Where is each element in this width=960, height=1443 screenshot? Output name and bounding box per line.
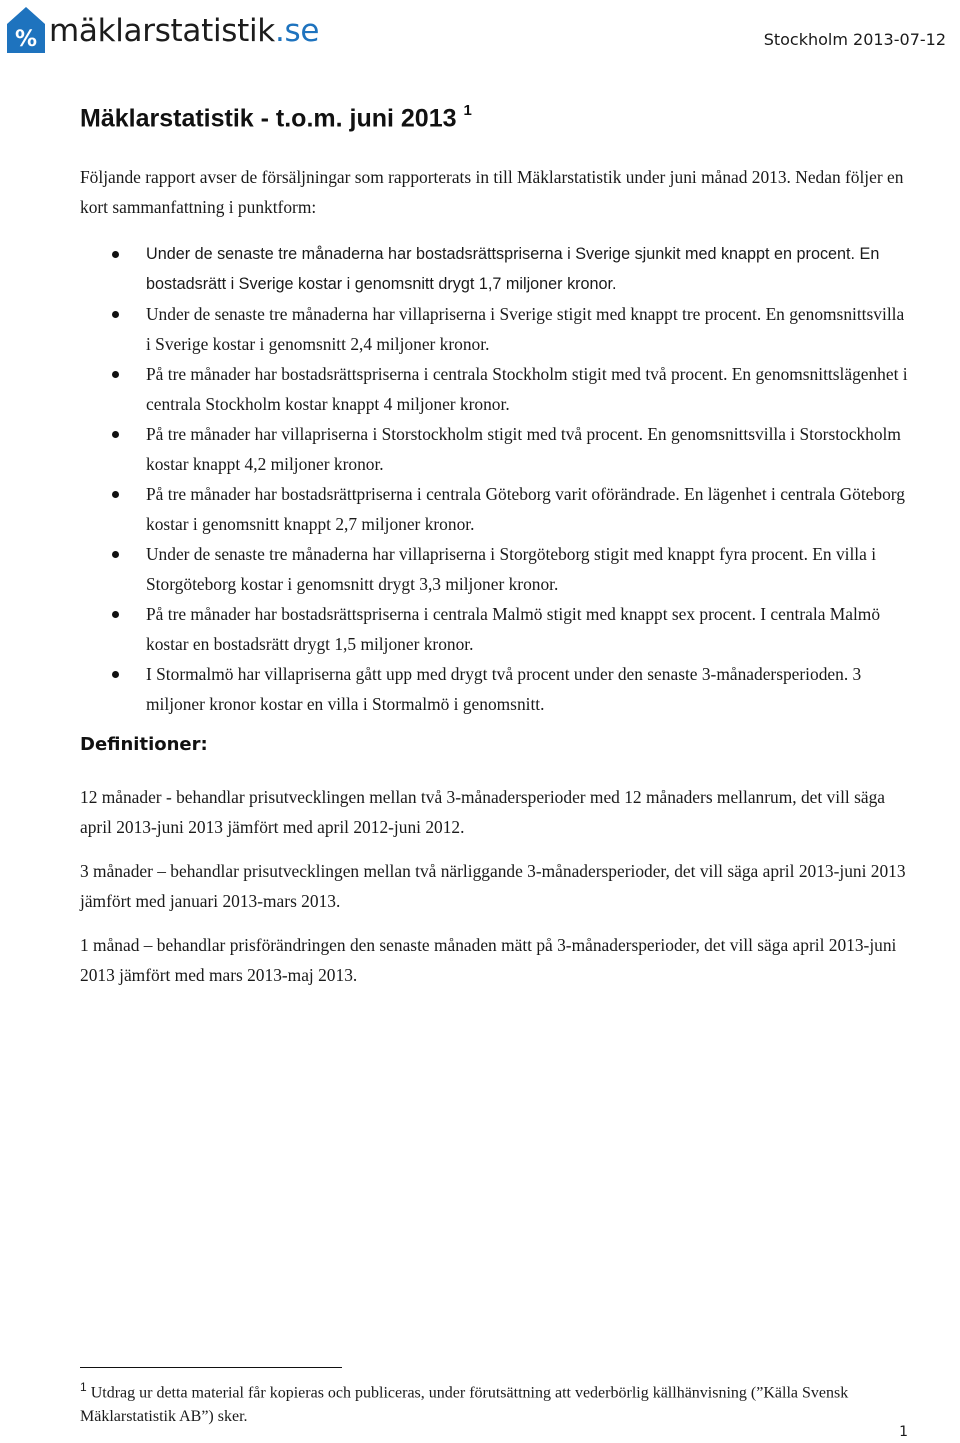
list-item [112,420,912,479]
list-item-text: En genomsnittslägenhet i centrala Stockholm kostar knappt 4 miljoner kronor. [146,364,908,414]
list-item-text: En genomsnittsvilla i Sverige kostar i genomsnitt 2,4 miljoner kronor. [146,304,905,354]
list-item [112,300,912,359]
footnote-number: 1 [80,1380,87,1394]
logo-tld: .se [274,13,320,49]
list-item [112,360,912,419]
list-item-text: En bostadsrätt i Sverige kostar i genomsnitt drygt 1,7 miljoner kronor. [146,245,880,293]
list-item-text: En genomsnittsvilla i Storstockholm kostar knappt 4,2 miljoner kronor. [146,424,901,474]
bullet-icon [112,251,119,258]
list-item-text: En lägenhet i centrala Göteborg kostar i genomsnitt knappt 2,7 miljoner kronor. [146,484,905,534]
list-item [112,540,912,599]
list-item-text: I Stormalmö har villapriserna gått upp med drygt två procent under den senaste 3-månadersperioden. [146,664,853,684]
bullet-icon [112,311,119,318]
page-title [80,104,472,133]
list-item-text: En villa i Storgöteborg kostar i genomsnitt drygt 3,3 miljoner kronor. [146,544,877,594]
logo-name: mäklarstatistik [49,13,275,49]
list-item-text: I centrala Malmö kostar en bostadsrätt drygt 1,5 miljoner kronor. [146,604,881,654]
list-item-text: Under de senaste tre månaderna har villapriserna i Sverige stigit med knappt tre procent. [146,304,766,324]
bullet-icon [112,431,119,438]
definitions-heading: Definitioner: [80,734,208,755]
logo [6,6,319,54]
footnote [80,1375,920,1429]
house-percent-icon [6,6,46,54]
bullet-icon [112,611,119,618]
bullet-icon [112,491,119,498]
definition-12-months: 12 månader - behandlar prisutvecklingen mellan två 3-månadersperioder med 12 månaders mellanrum, det vill säga april 2013-juni 2013 jämfört med april 2012-juni 2012. [80,787,885,837]
list-item [112,480,912,539]
list-item [112,660,912,719]
bullet-icon [112,551,119,558]
intro-paragraph: Följande rapport avser de försäljningar som rapporterats in till Mäklarstatistik under juni månad 2013. Nedan följer en kort sammanfattning i punktform: [80,167,904,217]
logo-wordmark [49,13,319,49]
title-footnote-ref: 1 [463,102,472,119]
list-item [112,600,912,659]
list-item-text: På tre månader har villapriserna i Storstockholm stigit med två procent. [146,424,648,444]
footnote-text: Utdrag ur detta material får kopieras och publiceras, under förutsättning att vederbörlig källhänvisning (”Källa Svensk Mäklarstatistik AB”) sker. [80,1384,849,1426]
list-item-text: På tre månader har bostadsrättpriserna i centrala Göteborg varit oförändrade. [146,484,685,504]
summary-list [112,240,912,720]
page-number: 1 [899,1424,908,1440]
bullet-icon [112,371,119,378]
list-item-text: Under de senaste tre månaderna har bostadsrättspriserna i Sverige sjunkit med knappt en procent. [146,245,860,263]
definition-3-months: 3 månader – behandlar prisutvecklingen mellan två närliggande 3-månadersperioder, det vill säga april 2013-juni 2013 jämfört med januari 2013-mars 2013. [80,861,906,911]
footnote-divider [80,1367,342,1368]
header-date: Stockholm 2013-07-12 [763,30,946,49]
svg-text:%: % [14,27,38,52]
definition-1-month: 1 månad – behandlar prisförändringen den senaste månaden mätt på 3-månadersperioder, det vill säga april 2013-juni 2013 jämfört med mars 2013-maj 2013. [80,935,897,985]
list-item-text: Under de senaste tre månaderna har villapriserna i Storgöteborg stigit med knappt fyra procent. [146,544,813,564]
list-item-text: På tre månader har bostadsrättspriserna i centrala Stockholm stigit med två procent. [146,364,732,384]
list-item-text: 3 miljoner kronor kostar en villa i Stormalmö i genomsnitt. [146,664,862,714]
page-title-text: Mäklarstatistik - t.o.m. juni 2013 [80,104,457,133]
list-item [112,240,912,299]
bullet-icon [112,671,119,678]
list-item-text: På tre månader har bostadsrättspriserna i centrala Malmö stigit med knappt sex procent. [146,604,761,624]
